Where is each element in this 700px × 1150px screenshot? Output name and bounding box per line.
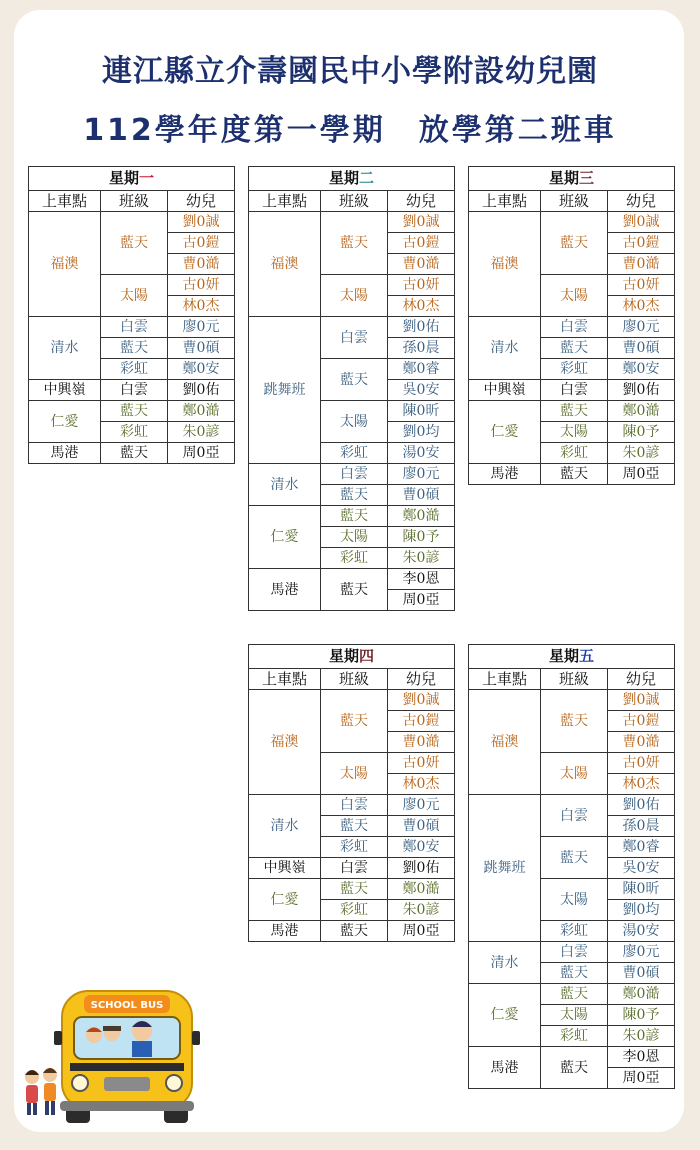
table-cell: 白雲 — [541, 795, 608, 837]
table-cell: 曹0澔 — [608, 732, 675, 753]
table-cell: 清水 — [469, 317, 541, 380]
table-cell: 白雲 — [101, 380, 168, 401]
table-cell: 湯0安 — [388, 443, 455, 464]
table-cell: 太陽 — [541, 1005, 608, 1026]
day-number: 一 — [139, 169, 155, 187]
table-cell: 藍天 — [541, 464, 608, 485]
table-cell: 劉0誠 — [388, 212, 455, 233]
table-cell: 馬港 — [249, 921, 321, 942]
table-cell: 藍天 — [101, 443, 168, 464]
table-cell: 太陽 — [321, 275, 388, 317]
day-header — [469, 645, 675, 669]
table-row — [469, 984, 675, 1005]
column-header-class: 班級 — [321, 669, 388, 690]
table-cell: 劉0誠 — [608, 212, 675, 233]
table-cell: 劉0誠 — [608, 690, 675, 711]
table-cell: 福澳 — [249, 690, 321, 795]
table-cell: 藍天 — [541, 212, 608, 275]
table-cell: 陳0予 — [608, 1005, 675, 1026]
table-cell: 福澳 — [469, 212, 541, 317]
table-cell: 彩虹 — [321, 548, 388, 569]
table-cell: 周0亞 — [168, 443, 235, 464]
table-row — [29, 317, 235, 338]
schedule-tuesday — [248, 166, 455, 611]
table-cell: 仁愛 — [249, 506, 321, 569]
table-cell: 劉0均 — [608, 900, 675, 921]
table-cell: 曹0碩 — [168, 338, 235, 359]
table-cell: 太陽 — [321, 527, 388, 548]
table-cell: 藍天 — [541, 401, 608, 422]
table-cell: 彩虹 — [321, 900, 388, 921]
day-number: 二 — [359, 169, 375, 187]
column-header-class: 班級 — [321, 191, 388, 212]
table-cell: 陳0昕 — [608, 879, 675, 900]
table-cell: 孫0晨 — [388, 338, 455, 359]
table-cell: 鄭0澔 — [388, 879, 455, 900]
table-cell: 林0杰 — [388, 296, 455, 317]
table-row — [249, 464, 455, 485]
table-cell: 劉0佑 — [608, 795, 675, 816]
table-cell: 仁愛 — [469, 401, 541, 464]
table-row — [249, 879, 455, 900]
table-cell: 藍天 — [321, 690, 388, 753]
table-cell: 跳舞班 — [249, 317, 321, 464]
table-cell: 曹0碩 — [608, 338, 675, 359]
schedule-monday — [28, 166, 235, 464]
table-cell: 劉0佑 — [168, 380, 235, 401]
table-cell: 藍天 — [321, 921, 388, 942]
table-cell: 廖0元 — [168, 317, 235, 338]
table-cell: 太陽 — [321, 401, 388, 443]
table-row — [469, 942, 675, 963]
table-cell: 藍天 — [321, 816, 388, 837]
day-number: 四 — [359, 647, 375, 665]
day-header — [469, 167, 675, 191]
table-cell: 馬港 — [469, 464, 541, 485]
table-cell: 曹0澔 — [608, 254, 675, 275]
table-cell: 白雲 — [541, 942, 608, 963]
table-cell: 曹0澔 — [388, 254, 455, 275]
table-cell: 朱0諺 — [608, 443, 675, 464]
table-cell: 彩虹 — [541, 921, 608, 942]
table-cell: 福澳 — [469, 690, 541, 795]
table-cell: 鄭0澔 — [608, 401, 675, 422]
table-cell: 鄭0安 — [168, 359, 235, 380]
table-cell: 白雲 — [541, 380, 608, 401]
table-cell: 古0鎧 — [388, 233, 455, 254]
table-cell: 藍天 — [541, 837, 608, 879]
table-row — [469, 212, 675, 233]
day-number: 五 — [579, 647, 595, 665]
table-cell: 古0妍 — [608, 753, 675, 774]
schedule-title: 112學年度第一學期 放學第二班車 — [83, 113, 617, 148]
table-cell: 廖0元 — [608, 942, 675, 963]
table-row — [249, 858, 455, 879]
table-cell: 馬港 — [249, 569, 321, 611]
column-header-child: 幼兒 — [608, 669, 675, 690]
table-cell: 藍天 — [321, 359, 388, 401]
table-cell: 太陽 — [541, 275, 608, 317]
table-cell: 藍天 — [321, 569, 388, 611]
table-cell: 太陽 — [541, 422, 608, 443]
day-header — [249, 645, 455, 669]
table-cell: 藍天 — [321, 506, 388, 527]
column-header-class: 班級 — [541, 669, 608, 690]
table-row — [469, 795, 675, 816]
table-cell: 太陽 — [541, 753, 608, 795]
bus-sign: SCHOOL BUS — [90, 1000, 164, 1011]
table-cell: 藍天 — [321, 485, 388, 506]
school-bus-illustration — [14, 985, 244, 1135]
table-cell: 古0鎧 — [168, 233, 235, 254]
column-header-child: 幼兒 — [388, 669, 455, 690]
table-row — [249, 795, 455, 816]
table-cell: 古0妍 — [608, 275, 675, 296]
table-cell: 李0恩 — [388, 569, 455, 590]
table-cell: 中興嶺 — [469, 380, 541, 401]
column-header-class: 班級 — [101, 191, 168, 212]
day-prefix: 星期 — [548, 647, 579, 665]
table-cell: 周0亞 — [388, 921, 455, 942]
table-cell: 劉0均 — [388, 422, 455, 443]
table-cell: 藍天 — [541, 963, 608, 984]
table-cell: 林0杰 — [608, 296, 675, 317]
table-cell: 劉0佑 — [608, 380, 675, 401]
table-cell: 藍天 — [541, 338, 608, 359]
table-row — [249, 506, 455, 527]
table-row — [249, 921, 455, 942]
column-header-stop: 上車點 — [29, 191, 101, 212]
table-cell: 曹0澔 — [388, 732, 455, 753]
table-row — [469, 401, 675, 422]
table-cell: 林0杰 — [608, 774, 675, 795]
column-header-stop: 上車點 — [469, 669, 541, 690]
table-cell: 古0鎧 — [608, 233, 675, 254]
kids-icon — [25, 1068, 57, 1115]
day-number: 三 — [579, 169, 595, 187]
table-row — [249, 690, 455, 711]
schedule-thursday — [248, 644, 455, 942]
table-cell: 孫0晨 — [608, 816, 675, 837]
table-cell: 清水 — [249, 464, 321, 506]
table-cell: 福澳 — [249, 212, 321, 317]
table-cell: 林0杰 — [168, 296, 235, 317]
table-cell: 藍天 — [101, 401, 168, 422]
table-cell: 古0鎧 — [388, 711, 455, 732]
table-cell: 彩虹 — [541, 443, 608, 464]
table-row — [29, 380, 235, 401]
day-prefix: 星期 — [108, 169, 139, 187]
table-cell: 曹0碩 — [608, 963, 675, 984]
table-cell: 朱0諺 — [168, 422, 235, 443]
school-title: 連江縣立介壽國民中小學附設幼兒園 — [102, 54, 598, 89]
column-header-stop: 上車點 — [469, 191, 541, 212]
table-row — [469, 464, 675, 485]
table-cell: 清水 — [469, 942, 541, 984]
table-cell: 藍天 — [101, 212, 168, 275]
table-cell: 仁愛 — [29, 401, 101, 443]
schedule-friday — [468, 644, 675, 1089]
table-cell: 仁愛 — [469, 984, 541, 1047]
day-prefix: 星期 — [328, 647, 359, 665]
table-cell: 廖0元 — [608, 317, 675, 338]
column-header-child: 幼兒 — [168, 191, 235, 212]
table-cell: 周0亞 — [608, 1068, 675, 1089]
table-cell: 仁愛 — [249, 879, 321, 921]
table-cell: 馬港 — [29, 443, 101, 464]
table-cell: 陳0昕 — [388, 401, 455, 422]
table-row — [249, 212, 455, 233]
table-cell: 跳舞班 — [469, 795, 541, 942]
day-header — [249, 167, 455, 191]
table-cell: 陳0予 — [388, 527, 455, 548]
table-cell: 白雲 — [541, 317, 608, 338]
table-cell: 鄭0澔 — [168, 401, 235, 422]
table-cell: 古0妍 — [388, 275, 455, 296]
table-cell: 周0亞 — [388, 590, 455, 611]
table-cell: 湯0安 — [608, 921, 675, 942]
table-cell: 彩虹 — [101, 359, 168, 380]
table-cell: 鄭0安 — [608, 359, 675, 380]
table-cell: 林0杰 — [388, 774, 455, 795]
table-row — [469, 690, 675, 711]
table-cell: 彩虹 — [321, 443, 388, 464]
table-cell: 藍天 — [101, 338, 168, 359]
table-cell: 清水 — [249, 795, 321, 858]
table-cell: 清水 — [29, 317, 101, 380]
table-row — [469, 317, 675, 338]
table-cell: 藍天 — [541, 690, 608, 753]
table-cell: 鄭0澔 — [608, 984, 675, 1005]
column-header-child: 幼兒 — [388, 191, 455, 212]
table-cell: 廖0元 — [388, 795, 455, 816]
table-cell: 周0亞 — [608, 464, 675, 485]
table-row — [469, 380, 675, 401]
table-cell: 劉0佑 — [388, 858, 455, 879]
column-header-child: 幼兒 — [608, 191, 675, 212]
table-cell: 白雲 — [101, 317, 168, 338]
day-header — [29, 167, 235, 191]
table-cell: 劉0誠 — [388, 690, 455, 711]
table-cell: 劉0誠 — [168, 212, 235, 233]
table-row — [249, 317, 455, 338]
table-row — [469, 1047, 675, 1068]
day-prefix: 星期 — [328, 169, 359, 187]
table-cell: 彩虹 — [541, 1026, 608, 1047]
table-row — [29, 443, 235, 464]
table-cell: 劉0佑 — [388, 317, 455, 338]
table-row — [249, 569, 455, 590]
table-cell: 太陽 — [321, 753, 388, 795]
table-cell: 福澳 — [29, 212, 101, 317]
table-cell: 朱0諺 — [388, 900, 455, 921]
table-cell: 太陽 — [541, 879, 608, 921]
table-cell: 鄭0澔 — [388, 506, 455, 527]
table-cell: 白雲 — [321, 317, 388, 359]
table-cell: 白雲 — [321, 464, 388, 485]
table-cell: 中興嶺 — [249, 858, 321, 879]
table-cell: 曹0碩 — [388, 485, 455, 506]
table-cell: 鄭0安 — [388, 837, 455, 858]
table-cell: 太陽 — [101, 275, 168, 317]
table-cell: 曹0澔 — [168, 254, 235, 275]
table-cell: 李0恩 — [608, 1047, 675, 1068]
table-cell: 古0妍 — [168, 275, 235, 296]
table-cell: 彩虹 — [541, 359, 608, 380]
table-cell: 吳0安 — [388, 380, 455, 401]
table-cell: 廖0元 — [388, 464, 455, 485]
table-cell: 朱0諺 — [388, 548, 455, 569]
table-cell: 藍天 — [321, 212, 388, 275]
table-cell: 吳0安 — [608, 858, 675, 879]
table-row — [29, 401, 235, 422]
table-cell: 朱0諺 — [608, 1026, 675, 1047]
table-cell: 彩虹 — [321, 837, 388, 858]
table-cell: 藍天 — [541, 1047, 608, 1089]
table-cell: 藍天 — [321, 879, 388, 900]
table-cell: 中興嶺 — [29, 380, 101, 401]
table-cell: 馬港 — [469, 1047, 541, 1089]
table-cell: 彩虹 — [101, 422, 168, 443]
column-header-class: 班級 — [541, 191, 608, 212]
table-cell: 古0鎧 — [608, 711, 675, 732]
column-header-stop: 上車點 — [249, 669, 321, 690]
day-prefix: 星期 — [548, 169, 579, 187]
table-cell: 陳0予 — [608, 422, 675, 443]
table-cell: 鄭0睿 — [608, 837, 675, 858]
table-row — [29, 212, 235, 233]
table-cell: 鄭0睿 — [388, 359, 455, 380]
table-cell: 曹0碩 — [388, 816, 455, 837]
schedule-wednesday — [468, 166, 675, 485]
column-header-stop: 上車點 — [249, 191, 321, 212]
table-cell: 白雲 — [321, 858, 388, 879]
table-cell: 白雲 — [321, 795, 388, 816]
table-cell: 藍天 — [541, 984, 608, 1005]
table-cell: 古0妍 — [388, 753, 455, 774]
